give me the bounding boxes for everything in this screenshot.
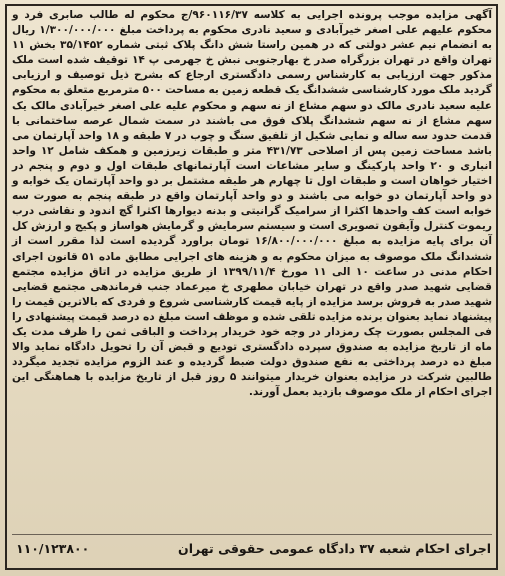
footer-divider <box>12 534 492 535</box>
auction-notice-body: آگهی مزایده موجب پرونده اجرایی به کلاسه ۹۶۰۱۱۶/۳۷/ج محکوم له طالب صابری فرد و محکوم علیهم علی اصغر خیرآبادی و سعید نادری محکوم به پرداخت مبلغ ۱/۳۰۰/۰۰۰/۰۰۰ ریال به انضمام نیم عشر دولتی که در همین راستا شش دانگ پلاک ثبتی شماره ۳۵/۱۴۵۲ بخش ۱۱ تهران واقع در تهران بزرگراه صدر خ بهارجنوبی نبش خ جهرمی پ ۱۴ توقیف شده است ملک مذکور جهت ارزیابی به کارشناس رسمی دادگستری ارجاع که بشرح ذیل توصیف و ارزیابی گردید ملک مورد کارشناسی ششدانگ یک قطعه زمین به مساحت ۵۰۰ مترمربع متعلق به محکوم علیه سعید نادری مالک دو سهم مشاع از نه سهم و محکوم علیه علی اصغر خیرآبادی مالک یک سهم مشاع از نه سهم ششدانگ پلاک فوق می باشند در سمت شمال عرصه ساختمانی با قدمت حدود سه ساله و نمایی شکیل از تلفیق سنگ و چوب در ۷ طبقه و ۱۸ واحد آپارتمان می باشد مساحت زمین پس از اصلاحی ۴۳۱/۷۳ متر و طبقات زیرزمین و همکف شامل ۱۲ واحد انباری و ۲۰ واحد پارکینگ و سایر مشاعات است آپارتمانهای طبقات اول و دوم و پنجم در اختیار خواهان است و طبقات اول تا چهارم هر طبقه مشتمل بر دو واحد آپارتمان یک خوابه و دو واحد آپارتمان دو خوابه می باشند و دو واحد آپارتمان واقع در طبقه پنجم به صورت سه خوابه است کف واحدها اکثرا از سرامیک گرانیتی و بدنه دیوارها اکثرا گچ اندود و نقاشی درب ریموت کنترل وآیفون تصویری است و سیستم سرمایش و گرمایش هواساز و پکیج و ارزش کل آن برای پایه مزایده به مبلغ ۱۶/۸۰۰/۰۰۰/۰۰۰ تومان براورد گردیده است لذا مقرر است از ششدانگ ملک موصوف به میزان محکوم به و هزینه های اجرایی مطابق ماده ۵۱ قانون اجرای احکام مدنی در ساعت ۱۰ الی ۱۱ مورخ ۱۳۹۹/۱۱/۴ از طریق مزایده در اتاق مزایده مجتمع قضایی شهید صدر واقع در تهران خیابان مطهری خ میرعماد جنب فرماندهی مجتمع قضایی شهید صدر به فروش برسد مزایده از پایه قیمت کارشناسی شروع و فردی که بالاترین قیمت را پیشنهاد نماید بعنوان برنده مزایده تلقی شده و موظف است مبلغ ده درصد قیمت پیشنهادی را فی المجلس بصورت چک رمزدار در وجه خود خریدار پرداخت و الباقی ثمن را ظرف مدت یک ماه از تاریخ مزایده به صندوق سپرده دادگستری تودیع و قبض آن را تحویل دادگاه نماید والا مبلغ ده درصد پرداختی به نفع صندوق دولت ضبط گردیده و عند الزوم مزایده تجدید میگردد طالبین شرکت در مزایده بعنوان خریدار میتوانند ۵ روز قبل از تاریخ مزایده با هماهنگی این اجرای احکام از ملک موصوف بازدید بعمل آورند. <box>12 9 493 399</box>
issuing-court: اجرای احکام شعبه ۳۷ دادگاه عمومی حقوقی تهران <box>178 541 491 556</box>
notice-code: ۱۱۰/۱۲۳۸۰۰ <box>16 541 90 556</box>
